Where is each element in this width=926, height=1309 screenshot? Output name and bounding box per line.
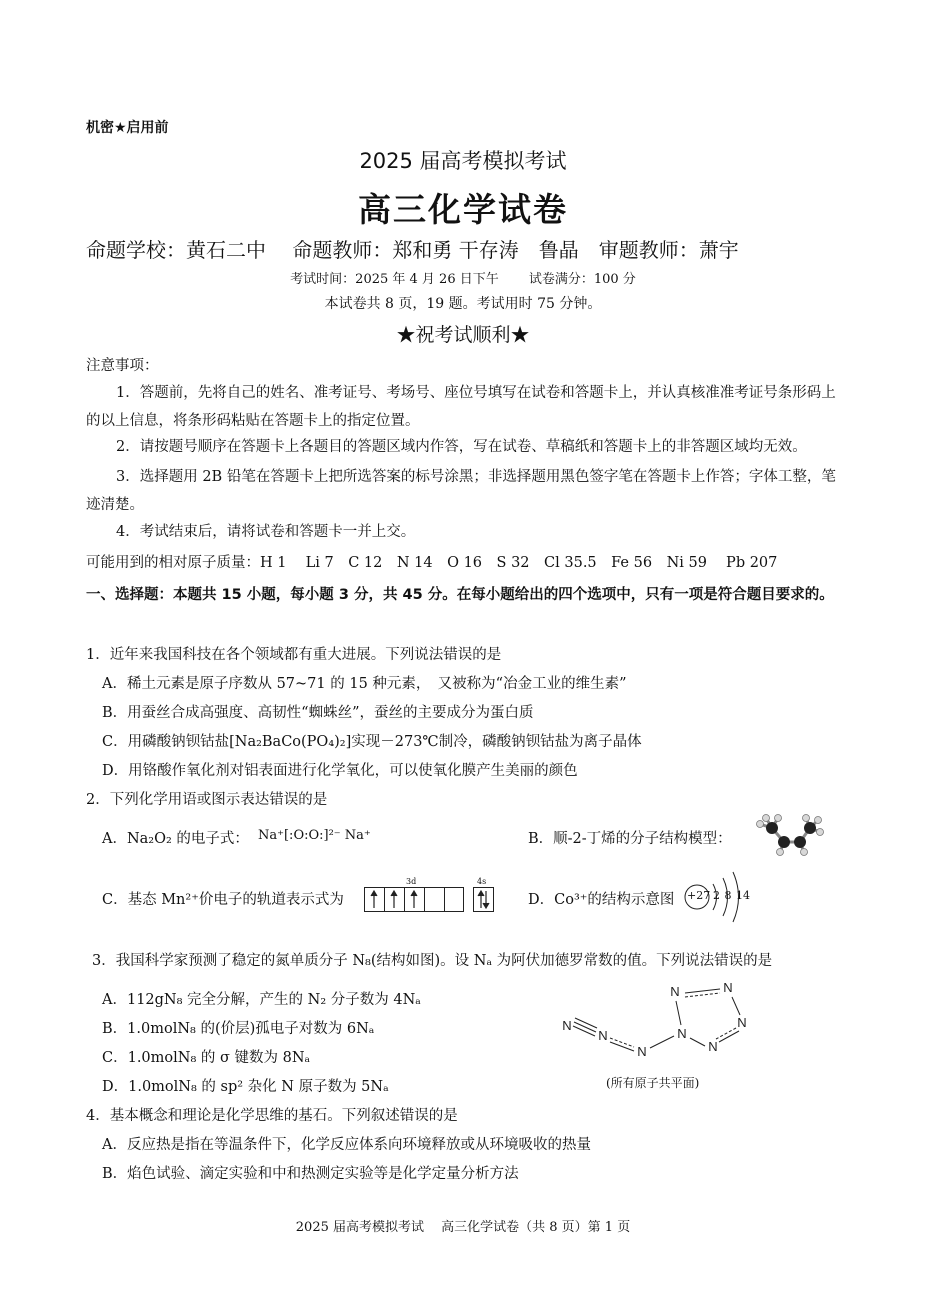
svg-text:N: N: [737, 1015, 747, 1030]
q2-option-b-label: B．顺-2-丁烯的分子结构模型：: [528, 831, 732, 847]
orbital-4s-label: 4s: [477, 877, 487, 886]
svg-text:N: N: [670, 984, 680, 999]
q1-option-c: C．用磷酸钠钡钴盐[Na₂BaCo(PO₄)₂]实现－273℃制冷，磷酸钠钡钴盐为离子晶体: [102, 734, 642, 750]
page-title: 高三化学试卷: [358, 190, 568, 229]
q3-option-c: C．1.0molN₈ 的 σ 键数为 8Nₐ: [102, 1050, 311, 1066]
q1-option-b: B．用蚕丝合成高强度、高韧性“蜘蛛丝”，蚕丝的主要成分为蛋白质: [102, 705, 534, 721]
svg-text:N: N: [637, 1044, 647, 1059]
q2-option-a-label: A．Na₂O₂ 的电子式：: [102, 831, 249, 847]
n8-atom-labels: [562, 980, 746, 1059]
q2-stem: 2．下列化学用语或图示表达错误的是: [86, 792, 328, 808]
q3-option-a: A．112gN₈ 完全分解，产生的 N₂ 分子数为 4Nₐ: [102, 992, 421, 1008]
q3-stem: 3．我国科学家预测了稳定的氮单质分子 N₈(结构如图)。设 Nₐ 为阿伏加德罗常数的值。下列说法错误的是: [92, 953, 773, 969]
section-heading: 一、选择题：本题共 15 小题，每小题 3 分，共 45 分。在每小题给出的四个选项中，只有一项是符合题目要求的。: [86, 587, 834, 603]
q1-option-a: A．稀土元素是原子序数从 57~71 的 15 种元素， 又被称为“冶金工业的维生素”: [102, 676, 627, 692]
cis-2-butene-model-icon: [752, 814, 824, 858]
q3-option-d: D．1.0molN₈ 的 sp² 杂化 N 原子数为 5Nₐ: [102, 1079, 389, 1095]
notice-item-4: 4．考试结束后，请将试卷和答题卡一并上交。: [116, 524, 416, 540]
notice-item-3: 3．选择题用 2B 铅笔在答题卡上把所选答案的标号涂黑；非选择题用黑色签字笔在答题卡上作答；字体工整，笔迹清楚。: [86, 469, 836, 513]
n8-structure-diagram: [555, 978, 760, 1060]
q2-option-c-label: C．基态 Mn²⁺价电子的轨道表示式为: [102, 892, 344, 908]
atomic-masses: 可能用到的相对原子质量：H 1 Li 7 C 12 N 14 O 16 S 32 Cl 35.5 Fe 56 Ni 59 Pb 207: [86, 555, 778, 571]
setters-line: 命题学校：黄石二中 命题教师：郑和勇 干存涛 鲁晶 审题教师：萧宇: [86, 238, 739, 262]
orbital-3d-label: 3d: [406, 877, 417, 886]
svg-text:N: N: [562, 1018, 572, 1033]
n8-figure-caption: (所有原子共平面): [606, 1076, 700, 1090]
notice-item-2: 2．请按题号顺序在答题卡上各题目的答题区域内作答，写在试卷、草稿纸和答题卡上的非答题区域均无效。: [116, 439, 807, 455]
q3-option-b: B．1.0molN₈ 的(价层)孤电子对数为 6Nₐ: [102, 1021, 375, 1037]
q4-option-a: A．反应热是指在等温条件下，化学反应体系向环境释放或从环境吸收的热量: [102, 1137, 591, 1153]
notice-title: 注意事项：: [86, 358, 159, 374]
exam-name: 2025 届高考模拟考试: [359, 149, 567, 173]
page-info: 本试卷共 8 页，19 题。考试用时 75 分钟。: [324, 296, 602, 312]
sodium-peroxide-electron-formula: Na⁺[:O:O:]²⁻ Na⁺: [258, 828, 371, 843]
q4-option-b: B．焰色试验、滴定实验和中和热测定实验等是化学定量分析方法: [102, 1166, 519, 1182]
mn2-orbital-diagram-icon: [364, 887, 496, 913]
exam-time-score: 考试时间：2025 年 4 月 26 日下午 试卷满分：100 分: [290, 272, 636, 287]
q1-stem: 1．近年来我国科技在各个领域都有重大进展。下列说法错误的是: [86, 647, 502, 663]
svg-text:N: N: [723, 980, 733, 995]
co3-shell-electrons: 2 8 14: [713, 889, 750, 902]
q1-option-d: D．用铬酸作氧化剂对铝表面进行化学氧化，可以使氧化膜产生美丽的颜色: [102, 763, 578, 779]
co3-nucleus-charge: +27: [687, 889, 711, 902]
svg-text:N: N: [598, 1028, 608, 1043]
notice-item-1: 1．答题前，先将自己的姓名、准考证号、考场号、座位号填写在试卷和答题卡上，并认真核准准考证号条形码上的以上信息，将条形码粘贴在答题卡上的指定位置。: [86, 385, 836, 429]
page-footer: 2025 届高考模拟考试 高三化学试卷（共 8 页）第 1 页: [295, 1220, 631, 1235]
good-luck-banner: ★祝考试顺利★: [396, 324, 530, 346]
q4-stem: 4．基本概念和理论是化学思维的基石。下列叙述错误的是: [86, 1108, 458, 1124]
confidential-mark: 机密★启用前: [86, 120, 169, 136]
svg-text:N: N: [708, 1039, 718, 1054]
q2-option-d-label: D．Co³⁺的结构示意图: [528, 892, 675, 908]
svg-text:N: N: [677, 1026, 687, 1041]
